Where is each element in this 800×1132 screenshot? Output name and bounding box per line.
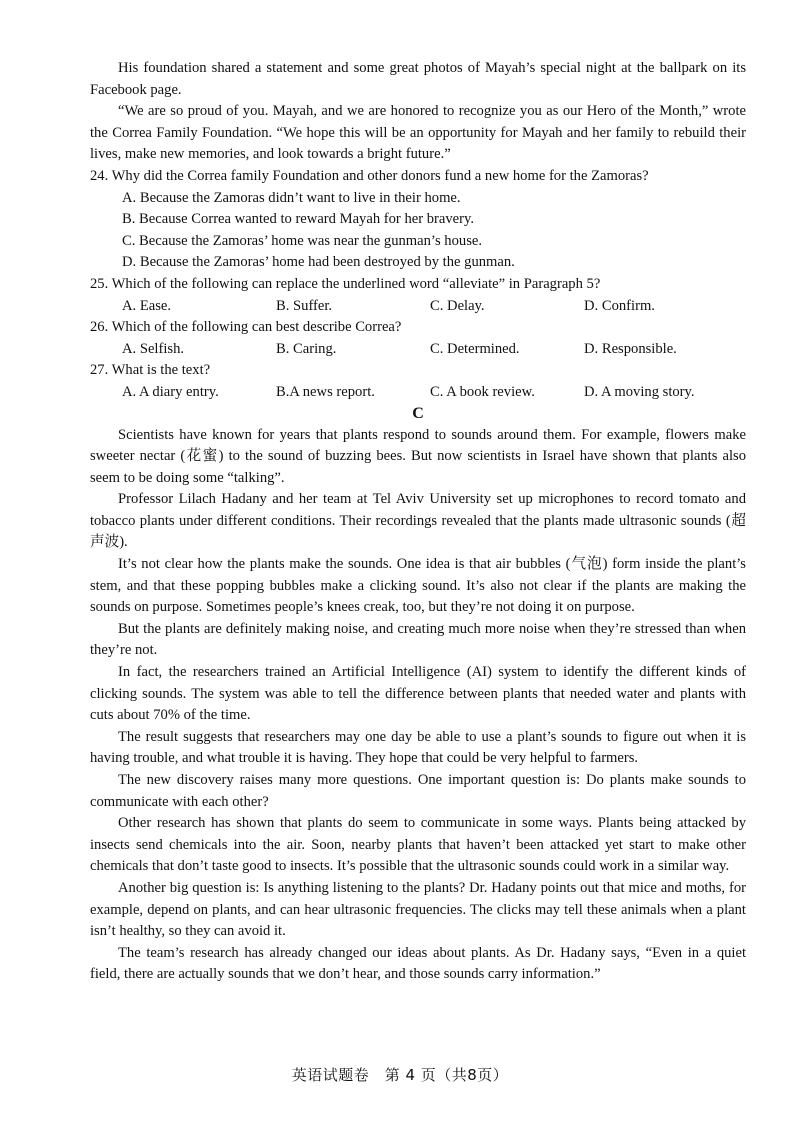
section-c-paragraph-2: Professor Lilach Hadany and her team at Tel Aviv University set up microphones to record tomato and tobacco plants under different conditions. Their recordings revealed that the plants made ultrasonic sounds (超声波). xyxy=(90,491,746,551)
question-number: 26. xyxy=(90,319,109,336)
option-c: C. Determined. xyxy=(430,340,520,357)
option-a: A. Because the Zamoras didn’t want to live in their home. xyxy=(122,189,461,206)
option-c: C. Delay. xyxy=(430,297,485,314)
section-c-paragraph-10: The team’s research has already changed our ideas about plants. As Dr. Hadany says, “Even in a quiet field, there are actually sounds that we don’t hear, and those sounds carry information.” xyxy=(90,944,746,983)
question-27 xyxy=(90,360,746,403)
option-a: A. Selfish. xyxy=(122,340,185,357)
question-26 xyxy=(90,317,746,360)
option-a: A. A diary entry. xyxy=(122,383,219,400)
section-c-paragraph-5: In fact, the researchers trained an Artificial Intelligence (AI) system to identify the different kinds of clicking sounds. The system was able to tell the difference between plants that needed water and plants with cuts about 70% of the time. xyxy=(90,664,746,724)
exam-page xyxy=(90,58,746,986)
option-c: C. Because the Zamoras’ home was near the gunman’s house. xyxy=(122,232,483,249)
question-number: 25. xyxy=(90,275,109,292)
section-c-paragraph-6: The result suggests that researchers may one day be able to use a plant’s sounds to figure out when it is having trouble, and what trouble it is having. They hope that could be very helpful to farmers. xyxy=(90,728,746,767)
option-b: B. Caring. xyxy=(276,340,337,357)
page-footer: 英语试题卷 第 4 页（共8页） xyxy=(291,1066,509,1084)
options-row xyxy=(90,296,746,318)
section-c-paragraph-1: Scientists have known for years that plants respond to sounds around them. For example, flowers make sweeter nectar (花蜜) to the sound of buzzing bees. But now scientists in Israel have shown that plants also seem to be doing some “talking”. xyxy=(90,426,746,486)
option-d: D. Responsible. xyxy=(584,340,677,357)
section-c-paragraph-3: It’s not clear how the plants make the sounds. One idea is that air bubbles (气泡) form inside the plant’s stem, and that these popping bubbles make a clicking sound. It’s also not clear if the plants are making the sounds on purpose. Sometimes people’s knees creak, too, but they’re not doing it on purpose. xyxy=(90,556,746,616)
intro-paragraph-2: “We are so proud of you. Mayah, and we are honored to recognize you as our Hero of the Month,” wrote the Correa Family Foundation. “We hope this will be an opportunity for Mayah and her family to rebuild their lives, make new memories, and look towards a bright future.” xyxy=(90,103,746,163)
option-b: B. Suffer. xyxy=(276,297,333,314)
section-heading-c: C xyxy=(412,404,424,422)
option-b: B. Because Correa wanted to reward Mayah for her bravery. xyxy=(122,211,474,228)
question-24 xyxy=(90,166,746,274)
question-stem xyxy=(90,274,746,296)
section-c-paragraph-8: Other research has shown that plants do seem to communicate in some ways. Plants being attacked by insects send chemicals into the air. Soon, nearby plants that haven’t been attacked yet start to make other chemicals that don’t taste good to insects. It’s possible that the ultrasonic sounds could work in a similar way. xyxy=(90,815,746,875)
question-stem xyxy=(90,360,746,382)
question-25 xyxy=(90,274,746,317)
question-text: Which of the following can replace the underlined word “alleviate” in Paragraph 5? xyxy=(111,275,601,292)
option-a: A. Ease. xyxy=(122,297,172,314)
option-d: D. Confirm. xyxy=(584,297,655,314)
option-d: D. A moving story. xyxy=(584,383,695,400)
question-number: 24. xyxy=(90,167,109,184)
intro-paragraph-1: His foundation shared a statement and some great photos of Mayah’s special night at the ballpark on its Facebook page. xyxy=(90,60,746,98)
section-c-paragraph-4: But the plants are definitely making noise, and creating much more noise when they’re stressed than when they’re not. xyxy=(90,620,746,659)
question-text: Which of the following can best describe Correa? xyxy=(111,319,402,336)
question-stem xyxy=(90,166,746,188)
options-row xyxy=(90,382,746,404)
option-b: B.A news report. xyxy=(276,383,375,400)
question-text: What is the text? xyxy=(111,362,211,379)
section-c-paragraph-7: The new discovery raises many more questions. One important question is: Do plants make sounds to communicate with each other? xyxy=(90,772,746,810)
question-stem xyxy=(90,317,746,339)
section-c-paragraph-9: Another big question is: Is anything listening to the plants? Dr. Hadany points out that mice and moths, for example, depend on plants, and can hear ultrasonic frequencies. The clicks may tell these animals when a plant isn’t healthy, so they can avoid it. xyxy=(90,879,746,940)
question-number: 27. xyxy=(90,362,109,379)
option-c: C. A book review. xyxy=(430,383,535,400)
options-row xyxy=(90,339,746,361)
option-d: D. Because the Zamoras’ home had been destroyed by the gunman. xyxy=(122,254,515,271)
question-text: Why did the Correa family Foundation and other donors fund a new home for the Zamoras? xyxy=(111,167,649,184)
